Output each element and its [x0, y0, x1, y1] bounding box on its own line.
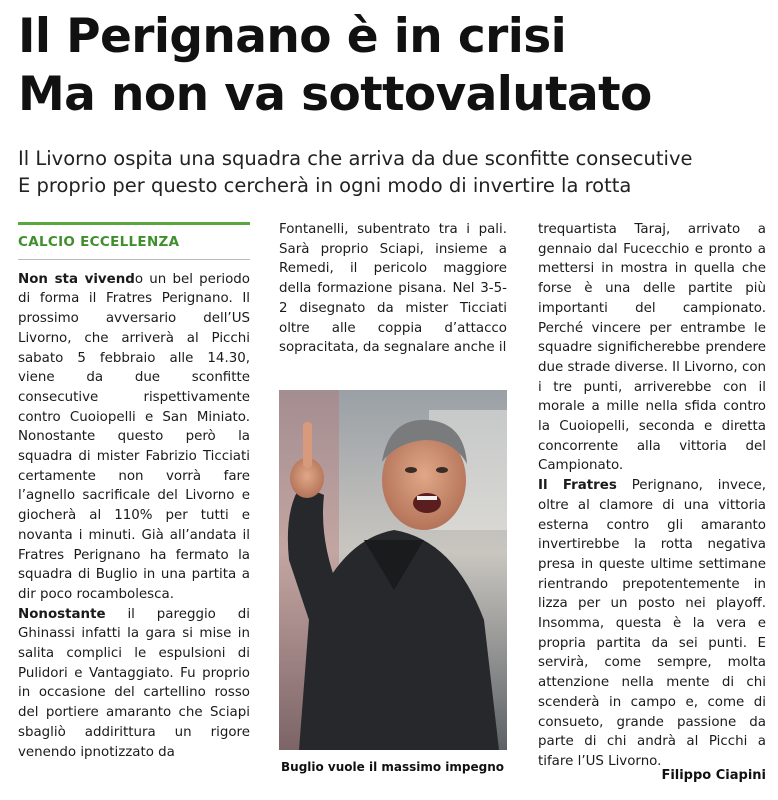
- subheadline-line-1: Il Livorno ospita una squadra che arriva da due sconfitte consecutive: [18, 147, 693, 170]
- article-column-3: [538, 220, 766, 772]
- subheadline-line-2: E proprio per questo cercherà in ogni modo di invertire la rotta: [18, 174, 632, 197]
- paragraph-2: [18, 605, 250, 763]
- paragraph-1-lead: Non sta vivend: [18, 271, 135, 287]
- paragraph-5: [538, 476, 766, 772]
- paragraph-4: trequartista Taraj, arrivato a gennaio dal Fucecchio e pronto a mettersi in mostra in quella che forse è una delle partite più importanti del campionato. Perché vincere per entrambe le squadre significherebbe prendere due strade diverse. Il Livorno, con i tre punti, arriverebbe con il morale a mille nella sfida contro la Cuoiopelli, seconda e diretta concorrente alla vittoria del Campionato.: [538, 222, 766, 474]
- paragraph-2-text: il pareggio di Ghinassi infatti la gara si mise in salita complici le espulsioni di Pulidori e Vantaggiato. Fu proprio in occasione del cartellino rosso del portiere amaranto che Sciapi sbagliò addirittura un rigore venendo ipnotizzato da: [18, 606, 250, 760]
- section-label: CALCIO ECCELLENZA: [18, 233, 250, 260]
- subheadline: [18, 145, 768, 199]
- headline: [18, 8, 768, 124]
- paragraph-5-lead: Il Fratres: [538, 478, 617, 494]
- paragraph-1-text: o un bel periodo di forma il Fratres Perignano. Il prossimo avversario dell’US Livorno, che arriverà al Picchi sabato 5 febbraio alle 14.30, viene da due sconfitte consecutive rispettivamente contro Cuoiopelli e San Miniato. Nonostante questo però la squadra di mister Fabrizio Ticciati certamente non vorrà fare l’agnello sacrificale del Livorno e giocherà al 110% per tutti e novanta i minuti. Già all’andata il Fratres Perignano ha fermato la squadra di Buglio in una partita a dir poco rocambolesca.: [18, 271, 250, 602]
- paragraph-1: [18, 270, 250, 605]
- photo-caption: Buglio vuole il massimo impegno: [281, 760, 505, 774]
- section-rule: [18, 222, 250, 225]
- coach-photo: [279, 390, 507, 750]
- author-byline: Filippo Ciapini: [661, 768, 766, 783]
- headline-line-1: Il Perignano è in crisi: [18, 9, 567, 64]
- paragraph-2-lead: Nonostante: [18, 606, 106, 622]
- paragraph-5-text: Perignano, invece, oltre al clamore di una vittoria esterna contro gli amaranto invertirebbe la rotta negativa presa in queste ultime settimane rientrando prepotentemente in lizza per un posto nei playoff. Insomma, questa è la vera e propria partita da sei punti. E servirà, come sempre, molta attenzione nella mente di chi scenderà in campo e, come di consueto, grande passione da parte di chi andrà al Picchi a tifare l’US Livorno.: [538, 478, 766, 769]
- article-column-1: [18, 222, 250, 762]
- paragraph-3: Fontanelli, subentrato tra i pali. Sarà proprio Sciapi, insieme a Remedi, il pericolo maggiore della formazione pisana. Nel 3-5-2 disegnato da mister Ticciati oltre alle coppia d’attacco sopracitata, da segnalare anche il: [279, 222, 507, 356]
- article-column-2: [279, 220, 507, 358]
- headline-line-2: Ma non va sottovalutato: [18, 67, 652, 122]
